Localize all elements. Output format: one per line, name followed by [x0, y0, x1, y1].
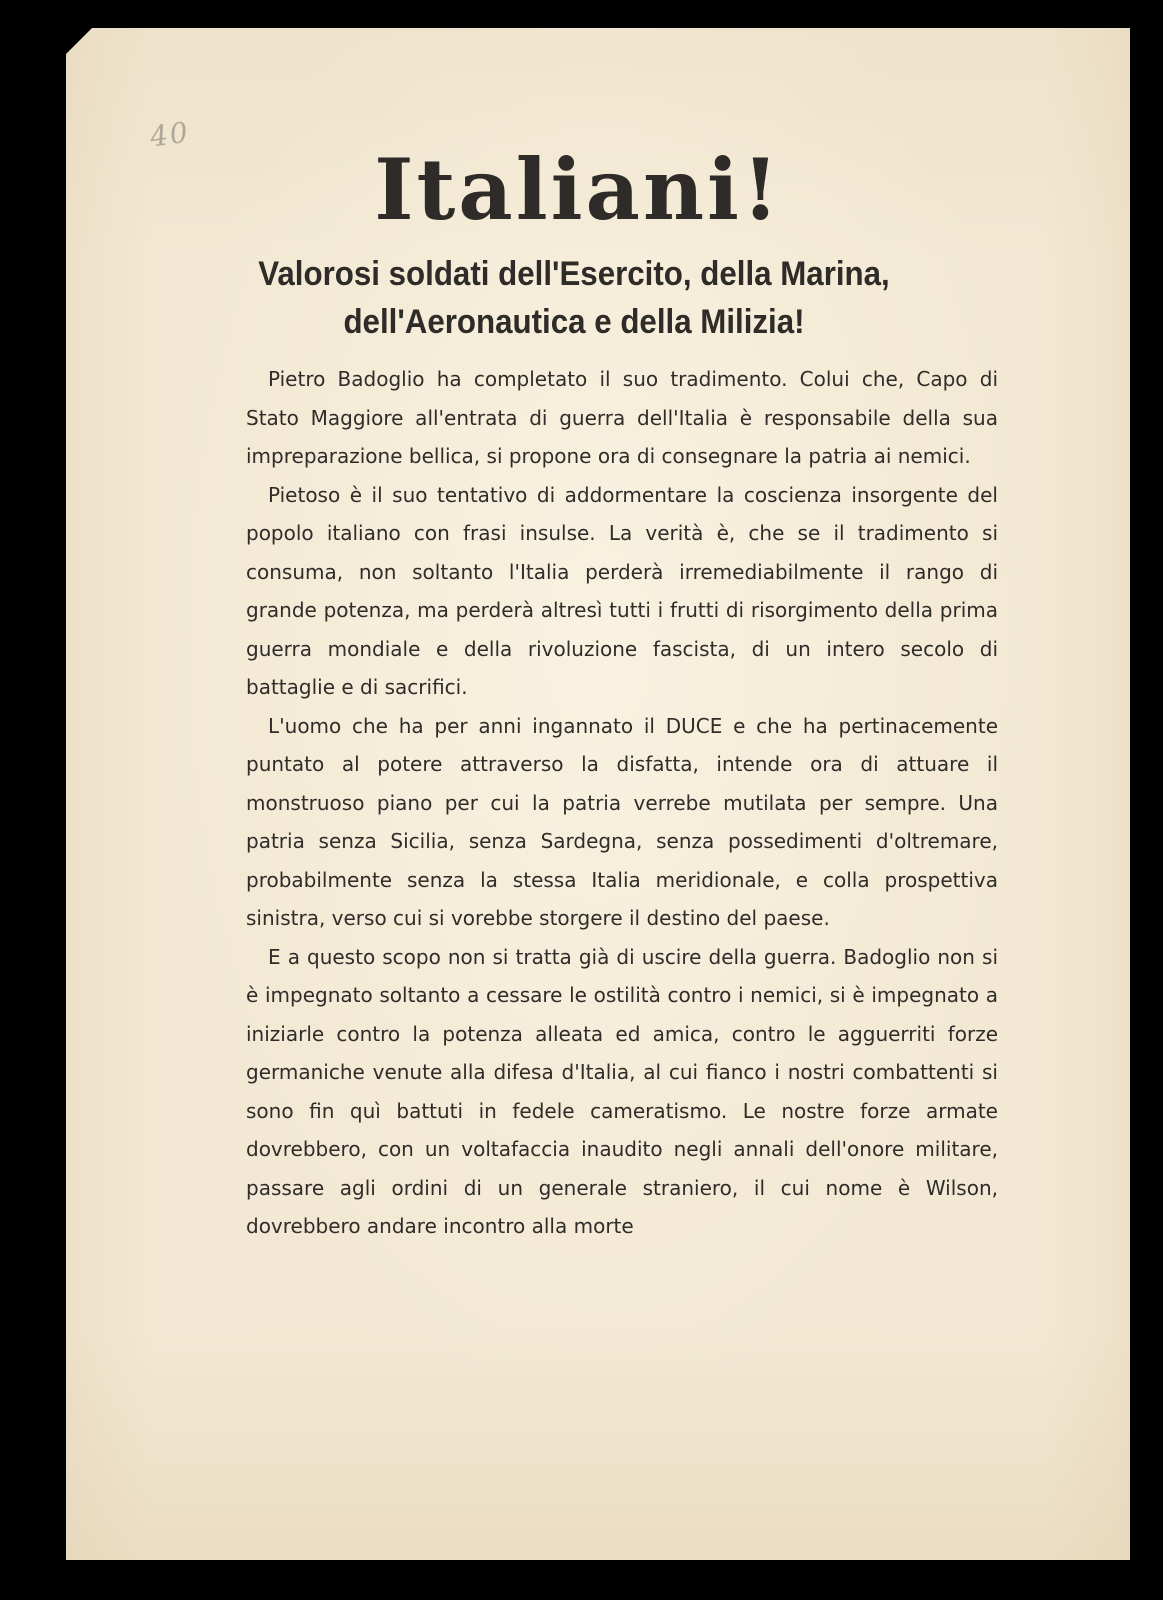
paragraph-3: L'uomo che ha per anni ingannato il DUCE e che ha pertinacemente puntato al potere attraverso la disfatta, intende ora di attuare il monstruoso piano per cui la patria verrebe mutilata per sempre. Una patria senza Sicilia, senza Sardegna, senza possedimenti d'oltremare, probabilmente senza la stessa Italia meridionale, e colla prospettiva sinistra, verso cui si vorebbe storgere il destino del paese.	[246, 713, 998, 930]
pencil-marginal-note: 40	[147, 115, 192, 154]
leaflet-body	[246, 360, 998, 1246]
subtitle-line-1: Valorosi soldati dell'Esercito, della Marina,	[258, 255, 890, 293]
leaflet-subtitle	[55, 250, 1093, 346]
paragraph-2: Pietoso è il suo tentativo di addormentare la coscienza insorgente del popolo italiano con frasi insulse. La verità è, che se il tradimento si consuma, non soltanto l'Italia perderà irremediabilmente il rango di grande potenza, ma perderà altresì tutti i frutti di risorgimento della prima guerra mondiale e della rivoluzione fascista, di un intero secolo di battaglie e di sacrifici.	[246, 482, 998, 699]
subtitle-line-2: dell'Aeronautica e della Milizia!	[343, 303, 805, 341]
paragraph-4: E a questo scopo non si tratta già di uscire della guerra. Badoglio non si è impegnato soltanto a cessare le ostilità contro i nemici, si è impegnato a iniziarle contro la potenza alleata ed amica, contro le agguerriti forze germaniche venute alla difesa d'Italia, al cui fianco i nostri combattenti si sono fin quì battuti in fedele cameratismo. Le nostre forze armate dovrebbero, con un voltafaccia inaudito negli annali dell'onore militare, passare agli ordini di un generale straniero, il cui nome è Wilson, dovrebbero andare incontro alla morte	[246, 944, 998, 1238]
leaflet-title: Italiani!	[374, 140, 782, 239]
paragraph-1: Pietro Badoglio ha completato il suo tradimento. Colui che, Capo di Stato Maggiore all'entrata di guerra dell'Italia è responsabile della sua impreparazione bellica, si propone ora di consegnare la patria ai nemici.	[246, 367, 998, 468]
torn-corner	[66, 28, 92, 54]
